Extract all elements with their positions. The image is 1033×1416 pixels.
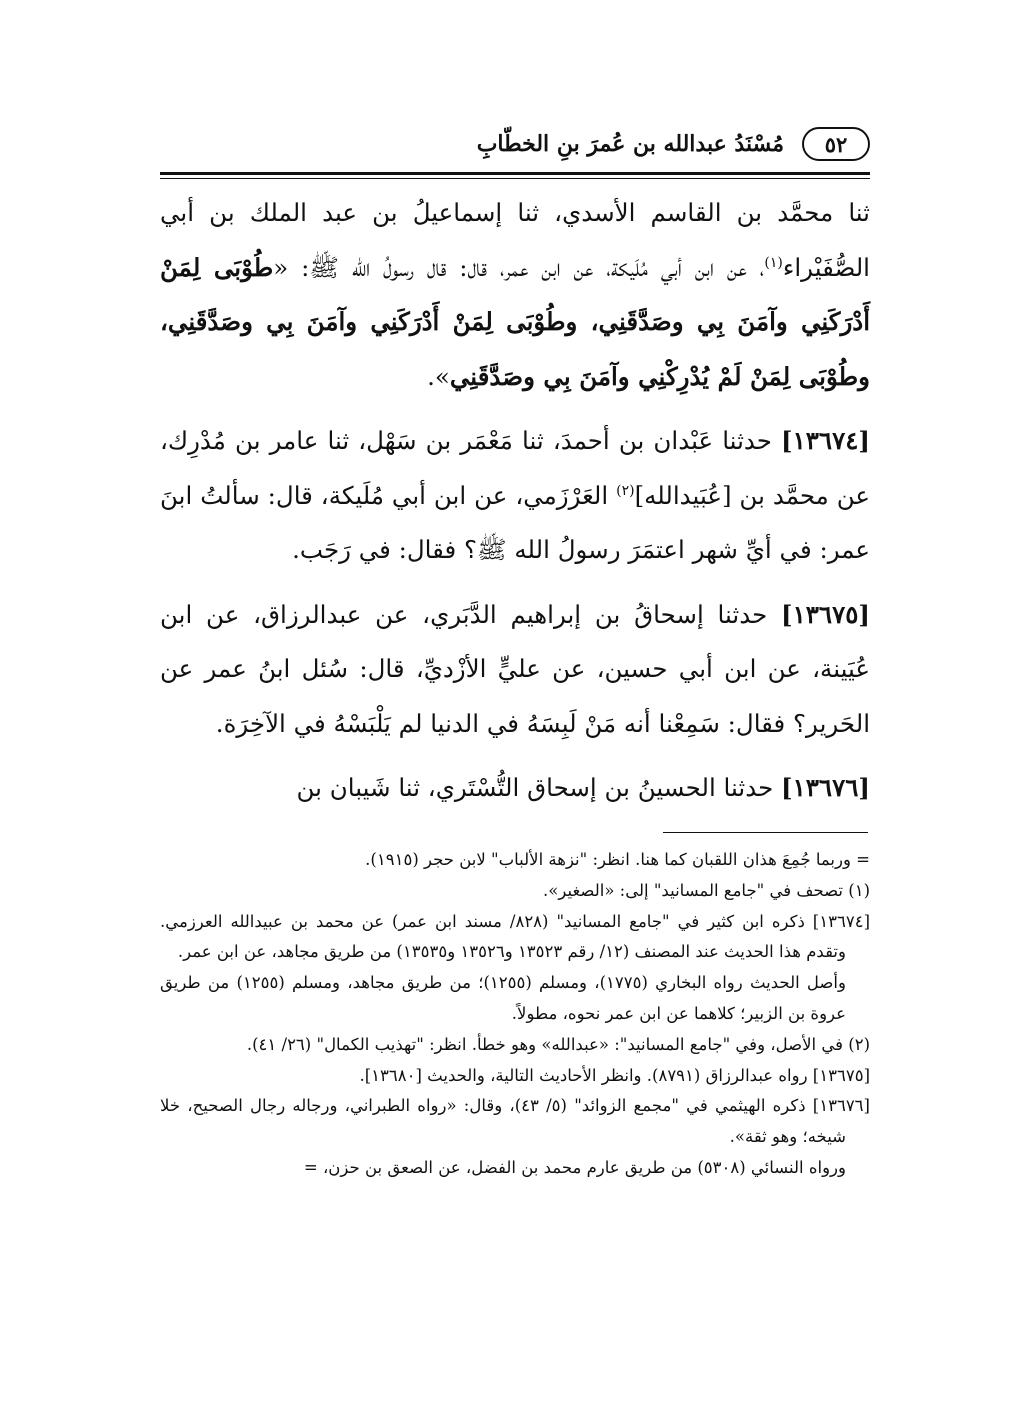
header-rule <box>160 172 870 179</box>
hadith-text: طُوْبَى لِمَنْ أَدْرَكَنِي وآمَنَ بِي وصَدَّقَنِي، وطُوْبَى لِمَنْ أَدْرَكَنِي وآمَنَ بِي وصَدَّقَنِي، وطُوْبَى لِمَنْ لَمْ يُدْرِكْنِي وآمَنَ بِي وصَدَّقَنِي <box>160 252 870 391</box>
footnote-separator <box>663 832 868 833</box>
footnote-continuation: = وربما جُمِعَ هذان اللقبان كما هنا. انظر: "نزهة الألباب" لابن حجر (١٩١٥). <box>365 850 870 869</box>
footnotes <box>160 845 870 1184</box>
hadith-number: [١٣٦٧٦] <box>781 773 870 802</box>
footnote-13674-cont: وأصل الحديث رواه البخاري (١٧٧٥)، ومسلم (١٢٥٥)؛ من طريق مجاهد، ومسلم (١٢٥٥) من طريق عروة بن الزبير؛ كلاهما عن ابن عمر نحوه، مطولاً. <box>160 973 846 1023</box>
paragraph-13675 <box>160 588 870 752</box>
footnote-13676-cont: ورواه النسائي (٥٣٠٨) من طريق عارم محمد بن الفضل، عن الصعق بن حزن، = <box>303 1157 846 1177</box>
paragraph-13676 <box>160 761 870 816</box>
paragraph-2-text-2: العَرْزَمي، عن ابن أبي مُلَيكة، قال: سألتُ ابنَ عمر: في أيِّ شهر اعتمَرَ رسولُ الله ﷺ؟ فقال: في رَجَب. <box>160 480 870 564</box>
hadith-number: [١٣٦٧٤] <box>781 426 870 455</box>
paragraph-4-text: حدثنا الحسينُ بن إسحاق التُّسْتَري، ثنا شَيبان بن <box>296 773 782 802</box>
footnote-13674: [١٣٦٧٤] ذكره ابن كثير في "جامع المسانيد" (٨٢٨/ مسند ابن عمر) عن محمد بن عبيدالله العرزمي. وتقدم هذا الحديث عند المصنف (١٢/ رقم ١٣٥٢٣ و١٣٥٢٦ و١٣٥٣٥) من طريق مجاهد، عن ابن عمر. <box>160 911 870 962</box>
paragraph-1-text: ثنا محمَّد بن القاسم الأسدي، ثنا إسماعيلُ بن عبد الملك بن أبي الصُّفَيْراء <box>160 198 870 282</box>
footnote-13675: [١٣٦٧٥] رواه عبدالرزاق (٨٧٩١). وانظر الأحاديث التالية، والحديث [١٣٦٨٠]. <box>359 1065 870 1085</box>
hadith-number: [١٣٦٧٥] <box>781 599 870 629</box>
footnote-1: (١) تصحف في "جامع المسانيد" إلى: «الصغير». <box>543 880 870 900</box>
page-number: ٥٢ <box>802 127 870 161</box>
paragraph-1 <box>160 186 870 404</box>
footnote-2: (٢) في الأصل، وفي "جامع المسانيد": «عبدالله» وهو خطأ. انظر: "تهذيب الكمال" (٢٦/ ٤١). <box>246 1034 870 1054</box>
page-header <box>380 122 870 166</box>
paragraph-3-text: حدثنا إسحاقُ بن إبراهيم الدَّبَري، عن عبدالرزاق، عن ابن عُيَينة، عن ابن أبي حسين، عن عليٍّ الأزْديِّ، قال: سُئل ابنُ عمر عن الحَرير؟ فقال: سَمِعْنا أنه مَنْ لَبِسَهُ في الدنيا لم يَلْبَسْهُ في الآخِرَة. <box>160 599 870 738</box>
main-text <box>160 186 870 826</box>
paragraph-1-end: ». <box>427 361 450 391</box>
footnote-ref-1: (١) <box>764 254 783 271</box>
paragraph-13674 <box>160 414 870 578</box>
footnote-ref-2: (٢) <box>616 482 635 499</box>
paragraph-2-text: حدثنا عَبْدان بن أحمدَ، ثنا مَعْمَر بن سَهْل، ثنا عامر بن مُدْرِك، عن محمَّد بن [عُبَيدالله] <box>160 426 870 510</box>
paragraph-1-text-2: ، عن ابن أبي مُلَيكة، عن ابن عمر، قال: قال رسولُ الله ﷺ: « <box>273 252 765 282</box>
footnote-13676: [١٣٦٧٦] ذكره الهيثمي في "مجمع الزوائد" (٥/ ٤٣)، وقال: «رواه الطبراني، ورجاله رجال الصحيح، خلا شيخه؛ وهو ثقة». <box>160 1096 870 1147</box>
running-title: مُسْنَدُ عبدالله بن عُمرَ بنِ الخطّابِ <box>476 131 784 157</box>
